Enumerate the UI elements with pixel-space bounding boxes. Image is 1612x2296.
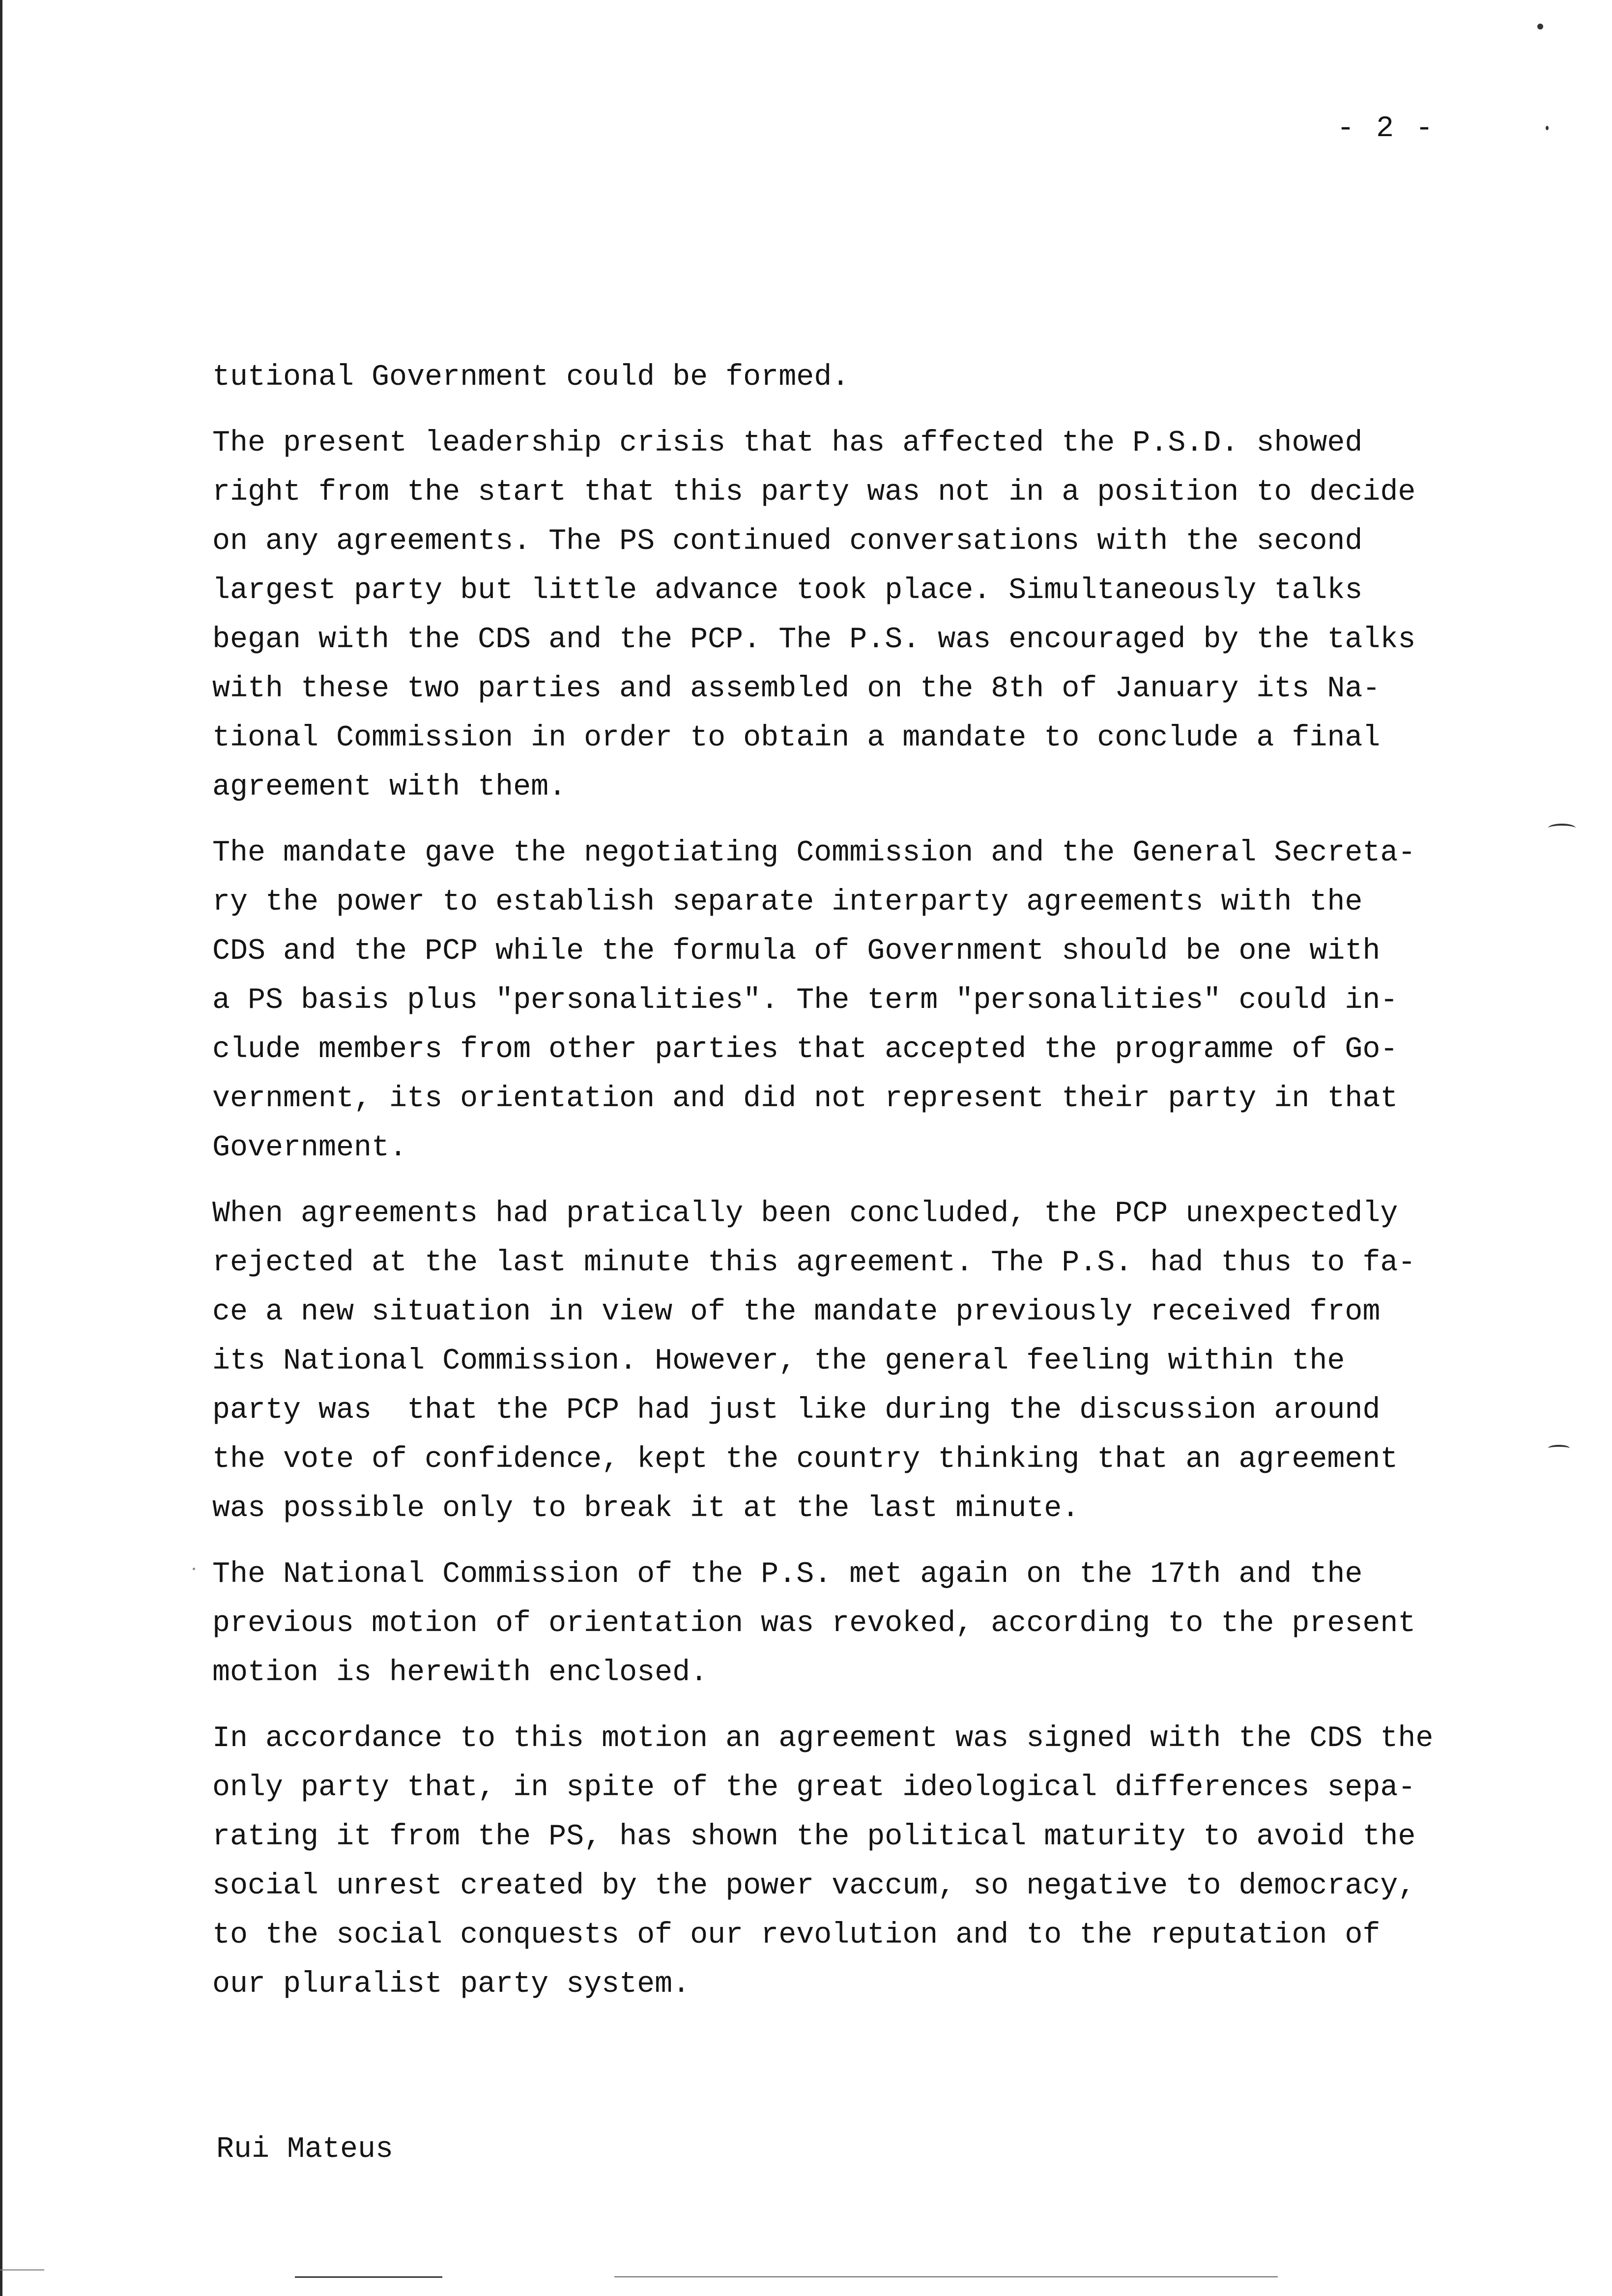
scan-speck <box>1546 126 1549 130</box>
scan-speck <box>1537 24 1543 29</box>
text-line: ry the power to establish separate interparty agreements with the <box>212 886 1363 919</box>
page-number: - 2 - <box>1337 112 1436 145</box>
paragraph-2 <box>212 419 1579 812</box>
text-line: began with the CDS and the PCP. The P.S. was encouraged by the talks <box>212 623 1416 657</box>
text-line: motion is herewith enclosed. <box>212 1656 708 1690</box>
text-line: previous motion of orientation was revoked, according to the present <box>212 1607 1416 1640</box>
text-line: to the social conquests of our revolution and to the reputation of <box>212 1919 1381 1952</box>
bottom-rule <box>295 2276 442 2278</box>
text-line: its National Commission. However, the general feeling within the <box>212 1345 1345 1378</box>
text-line: CDS and the PCP while the formula of Government should be one with <box>212 935 1381 968</box>
scan-left-edge <box>0 0 2 2296</box>
paragraph-6 <box>212 1714 1579 2009</box>
text-line: ce a new situation in view of the mandate previously received from <box>212 1295 1381 1329</box>
paragraph-5 <box>212 1550 1579 1697</box>
text-line: right from the start that this party was not in a position to decide <box>212 476 1416 509</box>
text-line: When agreements had pratically been concluded, the PCP unexpectedly <box>212 1197 1398 1231</box>
text-line: with these two parties and assembled on the 8th of January its Na- <box>212 672 1381 706</box>
text-line: The mandate gave the negotiating Commission and the General Secreta- <box>212 836 1416 870</box>
text-line: social unrest created by the power vaccum, so negative to democracy, <box>212 1869 1416 1903</box>
text-line: party was that the PCP had just like during the discussion around <box>212 1394 1381 1427</box>
text-line: The National Commission of the P.S. met again on the 17th and the <box>212 1558 1363 1591</box>
document-body <box>212 353 1579 2026</box>
text-line: clude members from other parties that accepted the programme of Go- <box>212 1033 1398 1066</box>
bottom-rule <box>0 2269 44 2270</box>
text-line: vernment, its orientation and did not represent their party in that <box>212 1082 1398 1116</box>
text-line: largest party but little advance took place. Simultaneously talks <box>212 574 1363 607</box>
text-line: was possible only to break it at the last minute. <box>212 1492 1080 1525</box>
text-line: tutional Government could be formed. <box>212 361 850 394</box>
text-line: agreement with them. <box>212 771 567 804</box>
text-line: a PS basis plus "personalities". The term "personalities" could in- <box>212 984 1398 1017</box>
scan-mark <box>1548 824 1576 832</box>
text-line: In accordance to this motion an agreement was signed with the CDS the <box>212 1722 1434 1755</box>
text-line: tional Commission in order to obtain a mandate to conclude a final <box>212 721 1381 755</box>
text-line: our pluralist party system. <box>212 1968 691 2001</box>
text-line: only party that, in spite of the great ideological differences sepa- <box>212 1771 1416 1805</box>
text-line: on any agreements. The PS continued conversations with the second <box>212 525 1363 558</box>
paragraph-3 <box>212 829 1579 1173</box>
text-line: rejected at the last minute this agreement. The P.S. had thus to fa- <box>212 1246 1416 1280</box>
text-line: The present leadership crisis that has affected the P.S.D. showed <box>212 427 1363 460</box>
scan-mark <box>1548 1445 1570 1452</box>
scan-speck <box>193 1568 195 1570</box>
paragraph-4 <box>212 1189 1579 1533</box>
bottom-rule <box>614 2276 1278 2277</box>
text-line: Government. <box>212 1131 407 1165</box>
text-line: rating it from the PS, has shown the political maturity to avoid the <box>212 1820 1416 1854</box>
text-line: the vote of confidence, kept the country thinking that an agreement <box>212 1443 1398 1476</box>
signature-name: Rui Mateus <box>216 2133 394 2166</box>
paragraph-1 <box>212 353 1579 402</box>
